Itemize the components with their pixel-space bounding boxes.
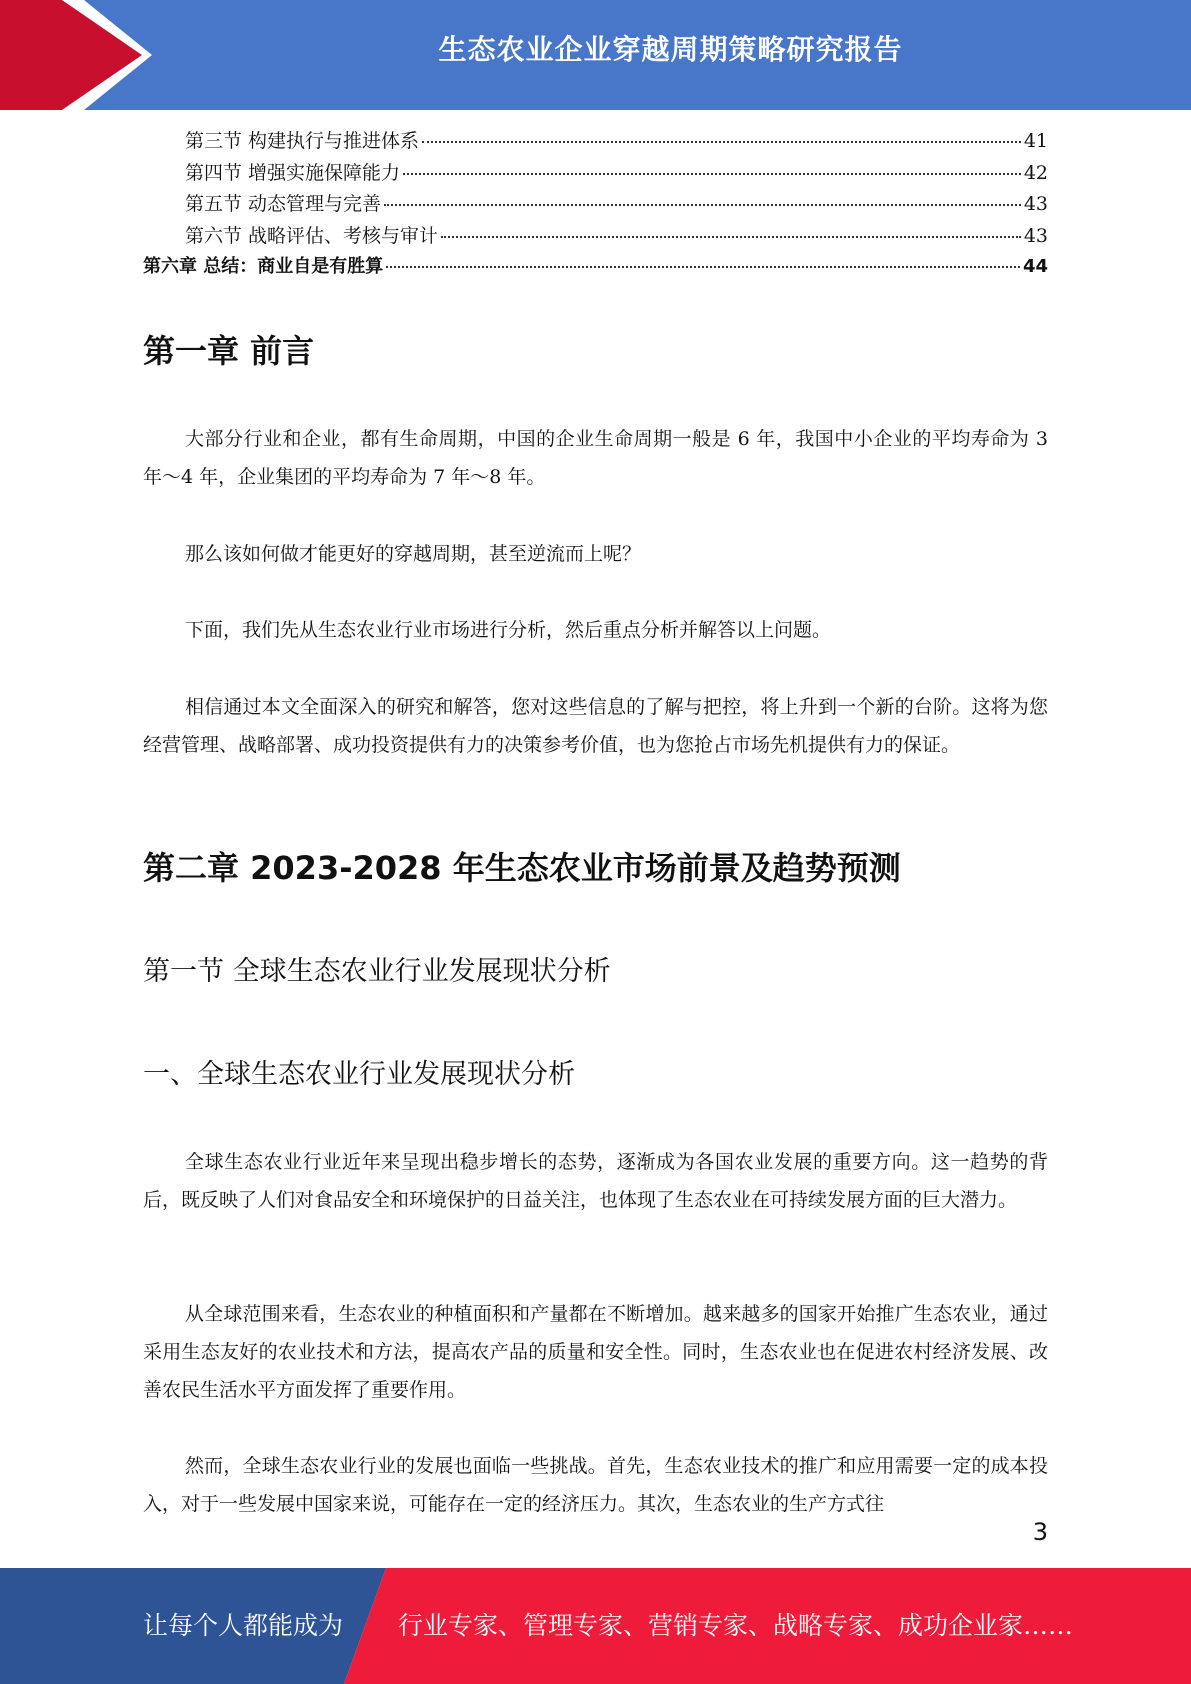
paragraph: 相信通过本文全面深入的研究和解答，您对这些信息的了解与把控，将上升到一个新的台阶。这将为您经营管理、战略部署、成功投资提供有力的决策参考价值，也为您抢占市场先机提供有力的保证。 (143, 696, 1048, 756)
toc-leader-dots (403, 173, 1021, 175)
toc-entry-page: 41 (1023, 130, 1048, 152)
toc-entry-page: 43 (1023, 224, 1048, 247)
footer-slogan-left: 让每个人都能成为 (143, 1611, 344, 1640)
section-title: 第一节 全球生态农业行业发展现状分析 (143, 956, 611, 987)
toc-entry-label: 第三节 构建执行与推进体系 (185, 130, 420, 152)
footer-slogan-right: 行业专家、管理专家、营销专家、战略专家、成功企业家…… (398, 1611, 1074, 1640)
toc-entry-label: 第六章 总结：商业自是有胜算 (143, 256, 384, 277)
paragraph: 大部分行业和企业，都有生命周期，中国的企业生命周期一般是 6 年，我国中小企业的平均寿命为 3 年～4 年，企业集团的平均寿命为 7 年～8 年。 (143, 428, 1048, 488)
paragraph: 那么该如何做才能更好的穿越周期，甚至逆流而上呢？ (185, 543, 642, 565)
toc-entry-label: 第五节 动态管理与完善 (185, 193, 382, 215)
table-of-contents (143, 126, 1048, 284)
toc-leader-dots (384, 204, 1021, 206)
chapter1-title: 第一章 前言 (143, 332, 315, 370)
toc-leader-dots (386, 266, 1020, 268)
toc-leader-dots (441, 236, 1021, 238)
toc-entry-page: 42 (1023, 161, 1048, 184)
toc-entry[interactable] (143, 158, 1048, 190)
header-title: 生态农业企业穿越周期策略研究报告 (438, 33, 903, 66)
toc-entry-page: 43 (1023, 193, 1048, 215)
page-number: 3 (1032, 1518, 1048, 1546)
chapter2-title: 第二章 2023-2028 年生态农业市场前景及趋势预测 (143, 849, 901, 887)
toc-entry-label: 第四节 增强实施保障能力 (185, 161, 401, 184)
toc-entry[interactable] (143, 221, 1048, 253)
paragraph: 下面，我们先从生态农业行业市场进行分析，然后重点分析并解答以上问题。 (185, 619, 832, 641)
paragraph: 全球生态农业行业近年来呈现出稳步增长的态势，逐渐成为各国农业发展的重要方向。这一趋势的背后，既反映了人们对食品安全和环境保护的日益关注，也体现了生态农业在可持续发展方面的巨大潜力。 (143, 1151, 1048, 1211)
toc-chapter-entry[interactable] (143, 252, 1048, 284)
toc-entry-label: 第六节 战略评估、考核与审计 (185, 224, 439, 247)
toc-entry[interactable] (143, 189, 1048, 221)
subsection-title: 一、全球生态农业行业发展现状分析 (143, 1059, 575, 1090)
toc-leader-dots (422, 141, 1021, 143)
page-header (0, 0, 1191, 110)
page-footer (0, 1568, 1191, 1684)
paragraph: 从全球范围来看，生态农业的种植面积和产量都在不断增加。越来越多的国家开始推广生态农业，通过采用生态友好的农业技术和方法，提高农产品的质量和安全性。同时，生态农业也在促进农村经济发展、改善农民生活水平方面发挥了重要作用。 (143, 1303, 1048, 1401)
toc-entry[interactable] (143, 126, 1048, 158)
toc-entry-page: 44 (1022, 256, 1048, 277)
paragraph: 然而，全球生态农业行业的发展也面临一些挑战。首先，生态农业技术的推广和应用需要一定的成本投入，对于一些发展中国家来说，可能存在一定的经济压力。其次，生态农业的生产方式往 (143, 1455, 1048, 1515)
